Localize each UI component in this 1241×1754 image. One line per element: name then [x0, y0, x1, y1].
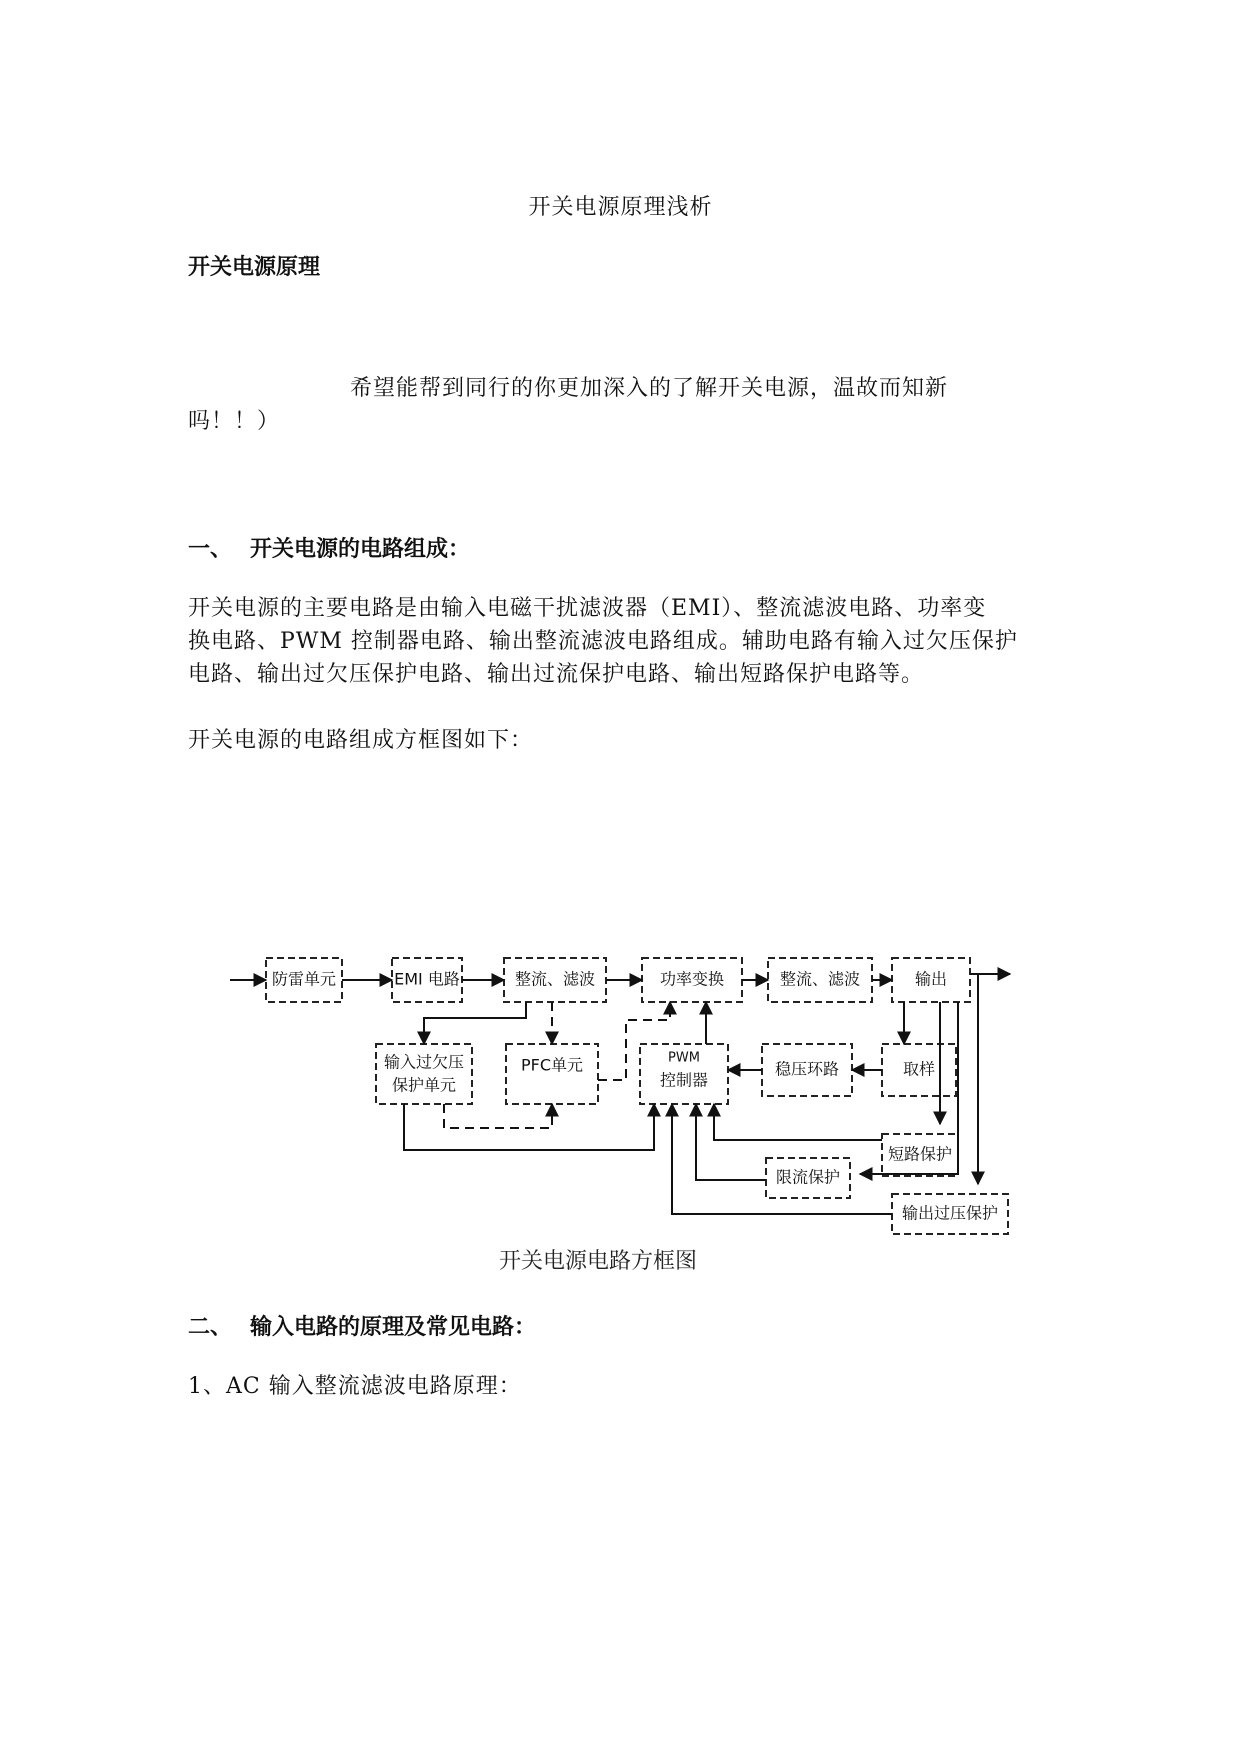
svg-text:稳压环路: 稳压环路 — [774, 1059, 840, 1079]
svg-text:整流、滤波: 整流、滤波 — [779, 969, 861, 989]
block-rectifier-input — [504, 958, 606, 1002]
svg-text:输入过欠压: 输入过欠压 — [383, 1052, 465, 1072]
svg-text:限流保护: 限流保护 — [775, 1167, 841, 1187]
svg-text:短路保护: 短路保护 — [887, 1144, 953, 1164]
block-current-limit — [766, 1158, 850, 1198]
block-emi — [392, 958, 462, 1002]
block-power-conversion — [642, 958, 742, 1002]
heading-1-text: 开关电源的电路组成： — [250, 537, 471, 562]
svg-text:输出: 输出 — [914, 969, 948, 989]
diagram-caption: 开关电源电路方框图 — [498, 1249, 698, 1274]
svg-text:防雷单元: 防雷单元 — [271, 969, 337, 989]
heading-2-number: 二、 — [188, 1315, 233, 1340]
block-output-ovp — [892, 1194, 1008, 1234]
svg-text:取样: 取样 — [902, 1059, 936, 1079]
svg-text:功率变换: 功率变换 — [659, 969, 725, 989]
paragraph-2: 开关电源的电路组成方框图如下： — [188, 728, 534, 753]
paragraph-1-line-2: 换电路、PWM 控制器电路、输出整流滤波电路组成。辅助电路有输入过欠压保护 — [188, 629, 1018, 654]
svg-text:控制器: 控制器 — [659, 1070, 709, 1090]
heading-1-number: 一、 — [188, 537, 233, 562]
block-diagram-svg — [228, 822, 1016, 1288]
svg-text:EMI 电路: EMI 电路 — [394, 969, 460, 989]
block-rectifier-output — [768, 958, 872, 1002]
svg-text:PFC单元: PFC单元 — [520, 1055, 584, 1075]
document-title: 开关电源原理浅析 — [528, 195, 713, 220]
block-regulation-loop — [762, 1044, 852, 1096]
block-pfc — [506, 1044, 598, 1104]
block-output — [892, 958, 970, 1002]
block-diagram — [228, 822, 1016, 1288]
paragraph-1-line-1: 开关电源的主要电路是由输入电磁干扰滤波器（EMI）、整流滤波电路、功率变 — [188, 596, 987, 621]
section-heading: 开关电源原理 — [188, 255, 321, 280]
block-lightning — [266, 958, 342, 1002]
intro-line-2: 吗！！） — [188, 409, 281, 434]
block-short-protection — [882, 1134, 958, 1176]
svg-text:PWM: PWM — [668, 1050, 700, 1066]
block-input-ovuv-protection — [376, 1044, 472, 1104]
heading-2-text: 输入电路的原理及常见电路： — [250, 1315, 537, 1340]
block-pwm-controller — [640, 1044, 728, 1104]
svg-text:整流、滤波: 整流、滤波 — [514, 969, 596, 989]
list-item-1: 1、AC 输入整流滤波电路原理： — [188, 1374, 522, 1399]
svg-text:保护单元: 保护单元 — [391, 1075, 457, 1095]
svg-text:输出过压保护: 输出过压保护 — [901, 1203, 999, 1223]
block-sampling — [882, 1044, 956, 1096]
paragraph-1-line-3: 电路、输出过欠压保护电路、输出过流保护电路、输出短路保护电路等。 — [188, 662, 925, 687]
intro-line-1: 希望能帮到同行的你更加深入的了解开关电源，温故而知新 — [350, 376, 949, 401]
